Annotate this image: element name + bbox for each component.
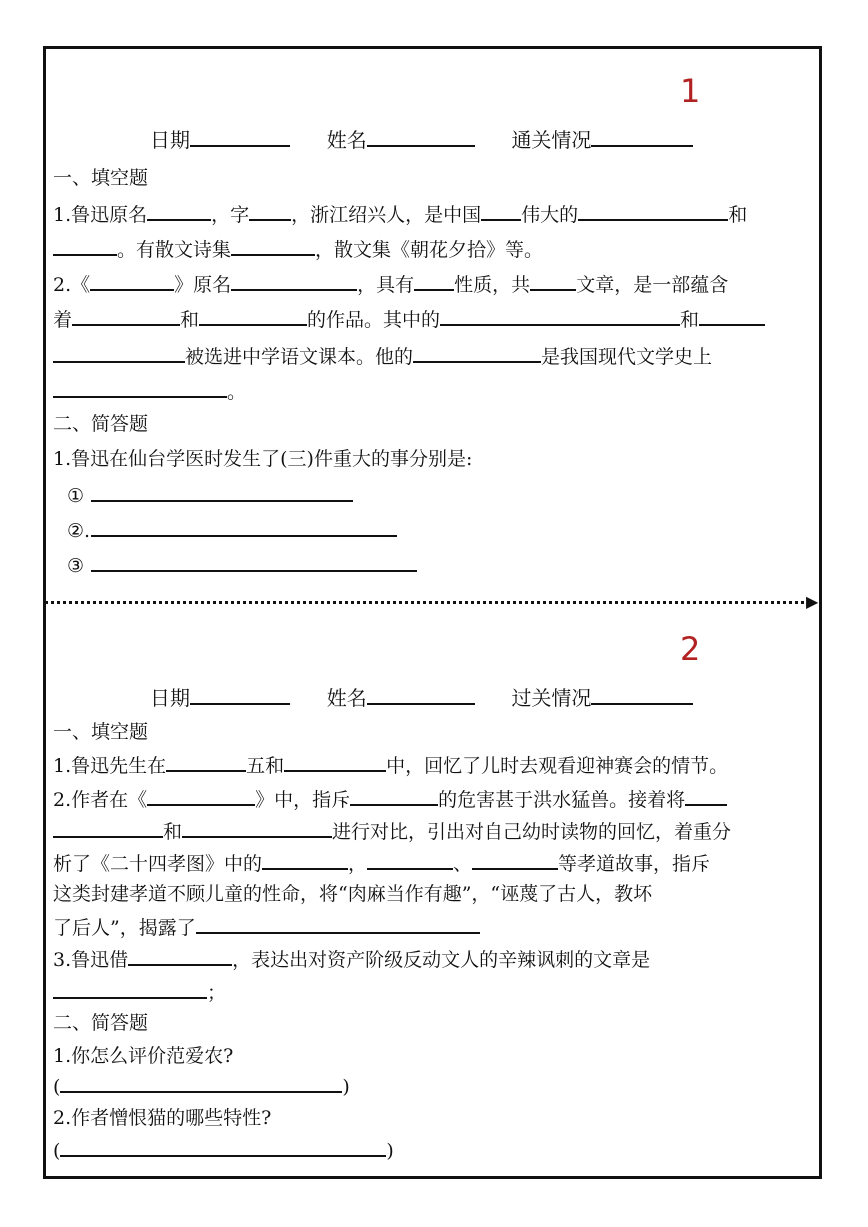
- question-line: 这类封建孝道不顾儿童的性命，将“肉麻当作有趣”，“诬蔑了古人，教坏: [53, 883, 653, 905]
- text: 是我国现代文学史上: [541, 346, 713, 368]
- item-marker: ②.: [67, 520, 91, 542]
- date-blank[interactable]: [190, 685, 290, 705]
- arrow-right-icon: ▶: [806, 592, 819, 611]
- answer-blank[interactable]: [147, 201, 211, 221]
- text: 进行对比，引出对自己幼时读物的回忆，着重分: [332, 821, 732, 843]
- answer-blank[interactable]: [530, 271, 576, 291]
- paren-close: ): [386, 1140, 394, 1162]
- question-line: [53, 271, 728, 297]
- question-line: [53, 201, 747, 227]
- answer-blank[interactable]: [231, 271, 357, 291]
- text: 、: [453, 853, 473, 875]
- answer-blank[interactable]: [53, 343, 185, 363]
- answer-blank[interactable]: [128, 946, 232, 966]
- text: 伟大的: [521, 204, 579, 226]
- question-line: [53, 818, 731, 844]
- answer-blank[interactable]: [199, 306, 307, 326]
- status-label: 过关情况: [511, 686, 592, 710]
- answer-line: [67, 552, 417, 578]
- answer-line: [53, 1073, 350, 1099]
- answer-blank[interactable]: [699, 306, 765, 326]
- answer-blank[interactable]: [481, 201, 521, 221]
- text: 中，回忆了儿时去观看迎神赛会的情节。: [386, 755, 729, 777]
- answer-blank[interactable]: [53, 236, 117, 256]
- paren-open: (: [53, 1076, 61, 1098]
- question-line: [53, 850, 710, 876]
- text: 的危害甚于洪水猛兽。接着将: [438, 789, 686, 811]
- answer-blank[interactable]: [90, 271, 174, 291]
- header-row-2: [150, 685, 693, 711]
- text: 》原名: [174, 274, 232, 296]
- answer-blank[interactable]: [367, 850, 453, 870]
- answer-blank[interactable]: [60, 1073, 342, 1093]
- answer-blank[interactable]: [72, 306, 180, 326]
- text: ；: [207, 982, 227, 1004]
- question-line: [53, 378, 246, 404]
- answer-blank[interactable]: [350, 786, 438, 806]
- answer-blank[interactable]: [196, 914, 480, 934]
- answer-line: [67, 482, 353, 508]
- text: 被选进中学语文课本。他的: [185, 346, 414, 368]
- text: 析了《二十四孝图》中的: [53, 853, 263, 875]
- name-label: 姓名: [326, 128, 367, 152]
- text: ，表达出对资产阶级反动文人的辛辣讽刺的文章是: [232, 949, 651, 971]
- text: 和: [180, 309, 200, 331]
- text: 3.鲁迅借: [53, 949, 129, 971]
- section-heading: 二、简答题: [53, 413, 149, 435]
- answer-blank[interactable]: [166, 752, 246, 772]
- question-line: [53, 752, 728, 778]
- answer-blank[interactable]: [685, 786, 727, 806]
- section-number-2: 2: [680, 630, 701, 668]
- status-label: 通关情况: [511, 128, 592, 152]
- answer-blank[interactable]: [284, 752, 386, 772]
- answer-blank[interactable]: [53, 979, 207, 999]
- answer-blank[interactable]: [53, 818, 163, 838]
- text: 。: [227, 381, 247, 403]
- date-blank[interactable]: [190, 127, 290, 147]
- name-blank[interactable]: [367, 685, 475, 705]
- answer-blank[interactable]: [249, 201, 291, 221]
- question-line: 2.作者憎恨猫的哪些特性?: [53, 1107, 272, 1129]
- answer-blank[interactable]: [262, 850, 348, 870]
- text: ，: [348, 853, 368, 875]
- text: ，散文集《朝花夕拾》等。: [315, 239, 544, 261]
- paren-close: ): [342, 1076, 350, 1098]
- text: 了后人”，揭露了: [53, 917, 196, 939]
- name-label: 姓名: [326, 686, 367, 710]
- answer-blank[interactable]: [91, 517, 397, 537]
- text: 着: [53, 309, 73, 331]
- item-marker: ③: [67, 555, 85, 577]
- answer-blank[interactable]: [578, 201, 728, 221]
- text: 和: [680, 309, 700, 331]
- answer-blank[interactable]: [53, 378, 227, 398]
- answer-blank[interactable]: [91, 482, 353, 502]
- date-label: 日期: [150, 686, 190, 710]
- text: 2.《: [53, 274, 91, 296]
- text: ，具有: [357, 274, 415, 296]
- text: 。有散文诗集: [117, 239, 232, 261]
- text: 性质，共: [454, 274, 531, 296]
- answer-blank[interactable]: [231, 236, 315, 256]
- text: 和: [728, 204, 748, 226]
- paren-open: (: [53, 1140, 61, 1162]
- answer-blank[interactable]: [182, 818, 332, 838]
- text: 1.鲁迅先生在: [53, 755, 167, 777]
- question-line: [53, 979, 226, 1005]
- answer-blank[interactable]: [91, 552, 417, 572]
- answer-blank[interactable]: [60, 1137, 386, 1157]
- text: ，字: [211, 204, 250, 226]
- status-blank[interactable]: [591, 685, 693, 705]
- answer-line: [67, 517, 397, 543]
- question-line: [53, 946, 650, 972]
- question-line: [53, 914, 480, 940]
- section-heading: 一、填空题: [53, 721, 149, 743]
- date-label: 日期: [150, 128, 190, 152]
- section-heading: 二、简答题: [53, 1012, 149, 1034]
- question-line: [53, 343, 712, 369]
- name-blank[interactable]: [367, 127, 475, 147]
- text: ，浙江绍兴人，是中国: [291, 204, 482, 226]
- answer-blank[interactable]: [413, 343, 541, 363]
- answer-blank[interactable]: [414, 271, 454, 291]
- question-line: [53, 306, 765, 332]
- status-blank[interactable]: [591, 127, 693, 147]
- header-row-1: [150, 127, 693, 153]
- question-line: [53, 236, 543, 262]
- section-number-1: 1: [680, 72, 701, 110]
- text: 的作品。其中的: [307, 309, 441, 331]
- text: 文章，是一部蕴含: [576, 274, 729, 296]
- item-marker: ①: [67, 485, 85, 507]
- question-line: [53, 786, 727, 812]
- answer-blank[interactable]: [472, 850, 558, 870]
- section-heading: 一、填空题: [53, 167, 149, 189]
- cut-divider: [45, 601, 810, 604]
- text: 五和: [246, 755, 285, 777]
- text: 2.作者在《: [53, 789, 148, 811]
- answer-blank[interactable]: [440, 306, 680, 326]
- text: 》中，指斥: [255, 789, 351, 811]
- question-line: 1.鲁迅在仙台学医时发生了(三)件重大的事分别是:: [53, 448, 473, 470]
- question-line: 1.你怎么评价范爱农?: [53, 1045, 234, 1067]
- answer-blank[interactable]: [147, 786, 255, 806]
- answer-line: [53, 1137, 394, 1163]
- text: 等孝道故事，指斥: [558, 853, 711, 875]
- text: 和: [163, 821, 183, 843]
- text: 1.鲁迅原名: [53, 204, 148, 226]
